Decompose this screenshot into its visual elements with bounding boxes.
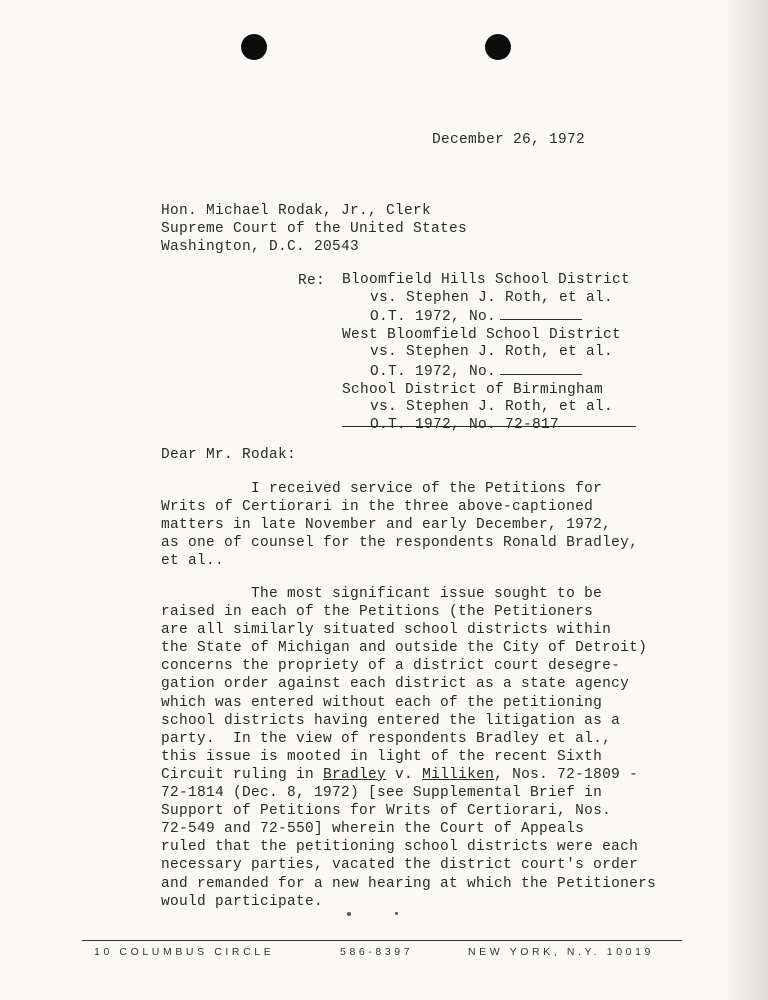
paragraph-2-line: necessary parties, vacated the district court's order <box>161 857 639 874</box>
paragraph-2-line: party. In the view of respondents Bradley et al., <box>161 730 612 747</box>
re-case-3-district: School District of Birmingham <box>342 381 604 398</box>
case-name-milliken: Milliken <box>422 766 495 783</box>
paragraph-2-line: are all similarly situated school districts within <box>161 622 612 639</box>
paragraph-2-line: gation order against each district as a state agency <box>161 676 630 693</box>
case-connector: v. <box>386 766 423 783</box>
recipient-line-2: Supreme Court of the United States <box>161 221 468 237</box>
paragraph-2-line: and remanded for a new hearing at which the Petitioners <box>161 875 657 892</box>
citation-suffix: , Nos. 72-1809 - <box>494 766 639 783</box>
paragraph-2-line: the State of Michigan and outside the City of Detroit) <box>161 640 648 657</box>
re-case-2-term: O.T. 1972, No. <box>370 363 497 380</box>
paragraph-1-line: Writs of Certiorari in the three above-captioned <box>161 499 594 516</box>
re-case-1-term-row <box>342 307 630 327</box>
paragraph-2-line: school districts having entered the litigation as a <box>161 712 621 729</box>
letter-date: December 26, 1972 <box>432 132 586 148</box>
recipient-line-3: Washington, D.C. 20543 <box>161 239 360 255</box>
paragraph-2-line: ruled that the petitioning school districts were each <box>161 839 639 856</box>
re-case-2-district: West Bloomfield School District <box>342 326 622 343</box>
paragraph-1 <box>161 480 638 570</box>
paragraph-1-line: et al.. <box>161 553 225 570</box>
paragraph-2-line: would participate. <box>161 893 324 910</box>
salutation: Dear Mr. Rodak: <box>161 447 297 463</box>
re-case-3-versus: vs. Stephen J. Roth, et al. <box>370 399 614 416</box>
punch-hole-right <box>485 34 511 60</box>
paragraph-1-line: I received service of the Petitions for <box>161 481 603 497</box>
footer-rule <box>82 940 682 941</box>
paragraph-2-line: concerns the propriety of a district court desegre- <box>161 658 621 675</box>
citation-prefix: Circuit ruling in <box>161 766 324 783</box>
ink-speck <box>395 912 398 915</box>
page-edge-shadow <box>728 0 768 1000</box>
re-case-2-blank <box>500 362 582 375</box>
re-case-list <box>342 272 630 434</box>
footer-city: NEW YORK, N.Y. 10019 <box>468 946 654 958</box>
paragraph-2-line: this issue is mooted in light of the recent Sixth <box>161 748 603 765</box>
re-case-1-district: Bloomfield Hills School District <box>342 272 631 288</box>
paragraph-2-line: raised in each of the Petitions (the Petitioners <box>161 604 594 621</box>
re-block-underline <box>342 426 636 427</box>
paragraph-2-line: The most significant issue sought to be <box>161 586 603 602</box>
re-case-2-term-row <box>342 362 630 382</box>
ink-speck <box>347 912 351 916</box>
footer-phone: 586-8397 <box>340 946 414 958</box>
re-case-3-term: O.T. 1972, No. 72-817 <box>370 416 560 433</box>
re-case-2-versus: vs. Stephen J. Roth, et al. <box>370 344 614 361</box>
case-name-bradley: Bradley <box>323 766 387 783</box>
re-case-1-term: O.T. 1972, No. <box>370 309 497 326</box>
paragraph-1-line: as one of counsel for the respondents Ronald Bradley, <box>161 535 639 552</box>
re-case-1-blank <box>500 307 582 320</box>
punch-hole-left <box>241 34 267 60</box>
paragraph-2-line: which was entered without each of the petitioning <box>161 694 603 711</box>
re-case-1-versus: vs. Stephen J. Roth, et al. <box>370 289 614 306</box>
paragraph-2-line: 72-549 and 72-550] wherein the Court of Appeals <box>161 821 585 838</box>
paragraph-2-line: Support of Petitions for Writs of Certiorari, Nos. <box>161 803 612 820</box>
recipient-address <box>161 202 467 256</box>
paragraph-2 <box>161 585 656 911</box>
re-label: Re: <box>298 273 326 289</box>
paragraph-1-line: matters in late November and early December, 1972, <box>161 517 612 534</box>
paragraph-2-line: 72-1814 (Dec. 8, 1972) [see Supplemental Brief in <box>161 785 603 802</box>
recipient-line-1: Hon. Michael Rodak, Jr., Clerk <box>161 203 432 219</box>
citation-line <box>161 766 656 784</box>
footer-address: 10 COLUMBUS CIRCLE <box>94 946 275 958</box>
